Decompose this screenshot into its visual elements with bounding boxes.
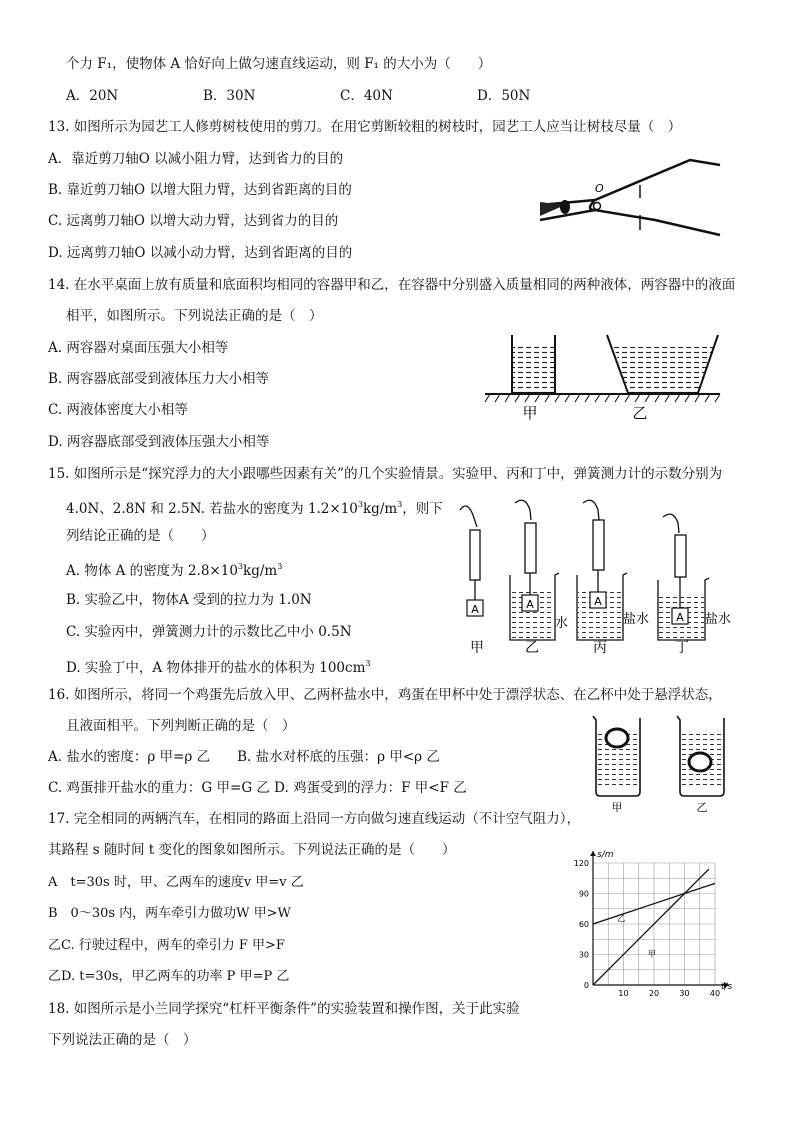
q14-option-a[interactable]: A. 两容器对桌面压强大小相等 bbox=[48, 340, 229, 356]
q16-stem-line2: 且液面相平。下列判断正确的是（ ） bbox=[66, 718, 296, 734]
q18-stem-line2: 下列说法正确的是（ ） bbox=[48, 1032, 197, 1048]
q15-buoyancy-figure bbox=[455, 495, 745, 657]
y-tick-label: 120 bbox=[573, 859, 589, 868]
q13-scissors-figure bbox=[535, 150, 725, 250]
q15-stem-line2: 4.0N、2.8N 和 2.5N. 若盐水的密度为 $1.2\times 10^3kg/m^3$，则下 bbox=[66, 500, 443, 517]
y-axis-arrow bbox=[590, 851, 596, 856]
q13-option-a[interactable]: A．靠近剪刀轴O 以减小阻力臂，达到省力的目的 bbox=[48, 151, 344, 167]
setup-label-ding: 丁 bbox=[675, 640, 689, 656]
liquid-label-saltwater-1: 盐水 bbox=[623, 612, 650, 627]
q14-containers-figure bbox=[485, 330, 720, 425]
setup-label-bing: 丙 bbox=[593, 640, 607, 656]
q12-option-a[interactable]: A．20N bbox=[66, 88, 119, 104]
y-tick-label: 30 bbox=[578, 950, 589, 960]
cup-yi-label: 乙 bbox=[696, 801, 708, 814]
container-yi-label: 乙 bbox=[632, 404, 648, 422]
q14-option-c[interactable]: C. 两液体密度大小相等 bbox=[48, 402, 188, 418]
setup-label-jia: 甲 bbox=[470, 640, 484, 656]
q17-option-c[interactable]: 乙C. 行驶过程中，两车的牵引力 F 甲>F bbox=[48, 938, 285, 953]
q15-option-b[interactable]: B. 实验乙中，物体A 受到的拉力为 1.0N bbox=[66, 592, 312, 608]
q14-stem-line1: 14. 在水平桌面上放有质量和底面积均相同的容器甲和乙，在容器中分别盛入质量相同的两种液体，两容器中的液面 bbox=[48, 277, 736, 293]
x-tick-label: 40 bbox=[709, 989, 721, 998]
y-tick-label: 60 bbox=[578, 920, 589, 929]
y-axis-label: s/m bbox=[597, 850, 614, 860]
q15-option-c[interactable]: C. 实验丙中，弹簧测力计的示数比乙中小 0.5N bbox=[66, 624, 352, 640]
q17-option-b[interactable]: B 0～30s 内，两车牵引力做功W 甲>W bbox=[48, 906, 291, 921]
q17-option-a[interactable]: A t=30s 时，甲、乙两车的速度v 甲=v 乙 bbox=[48, 875, 304, 890]
q15-option-a[interactable]: A. 物体 A 的密度为 $2.8\times 10^3kg/m^3$ bbox=[66, 562, 283, 579]
cup-jia-label: 甲 bbox=[611, 801, 623, 814]
q13-option-b[interactable]: B. 靠近剪刀轴O 以增大阻力臂，达到省距离的目的 bbox=[48, 182, 352, 198]
series-label-yi: 乙 bbox=[617, 913, 626, 923]
container-jia-label: 甲 bbox=[522, 404, 538, 422]
scissors-axis-label: O bbox=[595, 182, 604, 195]
q14-option-d[interactable]: D. 两容器底部受到液体压强大小相等 bbox=[48, 434, 270, 450]
block-a-label-3: A bbox=[594, 595, 602, 608]
q13-option-c[interactable]: C. 远离剪刀轴O 以增大动力臂，达到省力的目的 bbox=[48, 213, 339, 229]
series-label-jia: 甲 bbox=[647, 949, 656, 959]
q14-option-b[interactable]: B. 两容器底部受到液体压力大小相等 bbox=[48, 371, 270, 387]
q15-stem-line3: 列结论正确的是（ ） bbox=[66, 528, 215, 544]
q12-option-d[interactable]: D．50N bbox=[477, 88, 531, 104]
q12-option-b[interactable]: B．30N bbox=[203, 88, 256, 104]
q15-option-d[interactable]: D. 实验丁中，A 物体排开的盐水的体积为 $100cm^3$ bbox=[66, 659, 371, 676]
block-a-label-1: A bbox=[471, 603, 479, 616]
q16-stem-line1: 16. 如图所示，将同一个鸡蛋先后放入甲、乙两杯盐水中，鸡蛋在甲杯中处于漂浮状态、在乙杯中处于悬浮状态， bbox=[48, 687, 722, 703]
liquid-label-saltwater-2: 盐水 bbox=[705, 612, 732, 627]
q15-stem-line1: 15. 如图所示是“探究浮力的大小跟哪些因素有关”的几个实验情景。实验甲、丙和丁中，弹簧测力计的示数分别为 bbox=[48, 466, 723, 482]
q18-stem-line1: 18. 如图所示是小兰同学探究“杠杆平衡条件”的实验装置和操作图，关于此实验 bbox=[48, 1001, 520, 1017]
q13-stem: 13. 如图所示为园艺工人修剪树枝使用的剪刀。在用它剪断较粗的树枝时，园艺工人应当让树枝尽量（ ） bbox=[48, 119, 682, 135]
liquid-label-water: 水 bbox=[555, 616, 569, 631]
q12-stem-tail: 个力 F₁，使物体 A 恰好向上做匀速直线运动，则 F₁ 的大小为（ ） bbox=[66, 56, 492, 72]
q17-stem-line2: 其路程 s 随时间 t 变化的图象如图所示。下列说法正确的是（ ） bbox=[48, 842, 456, 858]
q17-stem-line1: 17. 完全相同的两辆汽车，在相同的路面上沿同一方向做匀速直线运动（不计空气阻力）， bbox=[48, 811, 581, 827]
x-tick-label: 20 bbox=[648, 989, 660, 998]
setup-label-yi: 乙 bbox=[525, 640, 539, 656]
block-a-label-2: A bbox=[526, 598, 534, 611]
x-tick-label: 10 bbox=[618, 989, 629, 998]
q17-option-d[interactable]: 乙D. t=30s，甲乙两车的功率 P 甲=P 乙 bbox=[48, 969, 290, 984]
q16-eggs-figure bbox=[590, 712, 740, 812]
block-a-label-4: A bbox=[676, 611, 684, 624]
y-tick-label: 0 bbox=[583, 981, 589, 990]
q14-stem-line2: 相平，如图所示。下列说法正确的是（ ） bbox=[66, 308, 323, 324]
q16-options-cd[interactable]: C. 鸡蛋排开盐水的重力：G 甲=G 乙 D. 鸡蛋受到的浮力：F 甲<F 乙 bbox=[48, 780, 467, 796]
q16-options-ab[interactable]: A. 盐水的密度：ρ 甲=ρ 乙 B. 盐水对杯底的压强：ρ 甲<ρ 乙 bbox=[48, 749, 440, 765]
q17-distance-time-chart bbox=[565, 840, 740, 998]
x-axis-label: t/s bbox=[721, 982, 733, 992]
y-tick-label: 90 bbox=[578, 889, 589, 899]
x-tick-label: 30 bbox=[679, 989, 690, 998]
series-line-jia bbox=[593, 869, 709, 985]
q12-option-c[interactable]: C．40N bbox=[340, 88, 393, 104]
q13-option-d[interactable]: D. 远离剪刀轴O 以减小动力臂，达到省距离的目的 bbox=[48, 245, 353, 261]
